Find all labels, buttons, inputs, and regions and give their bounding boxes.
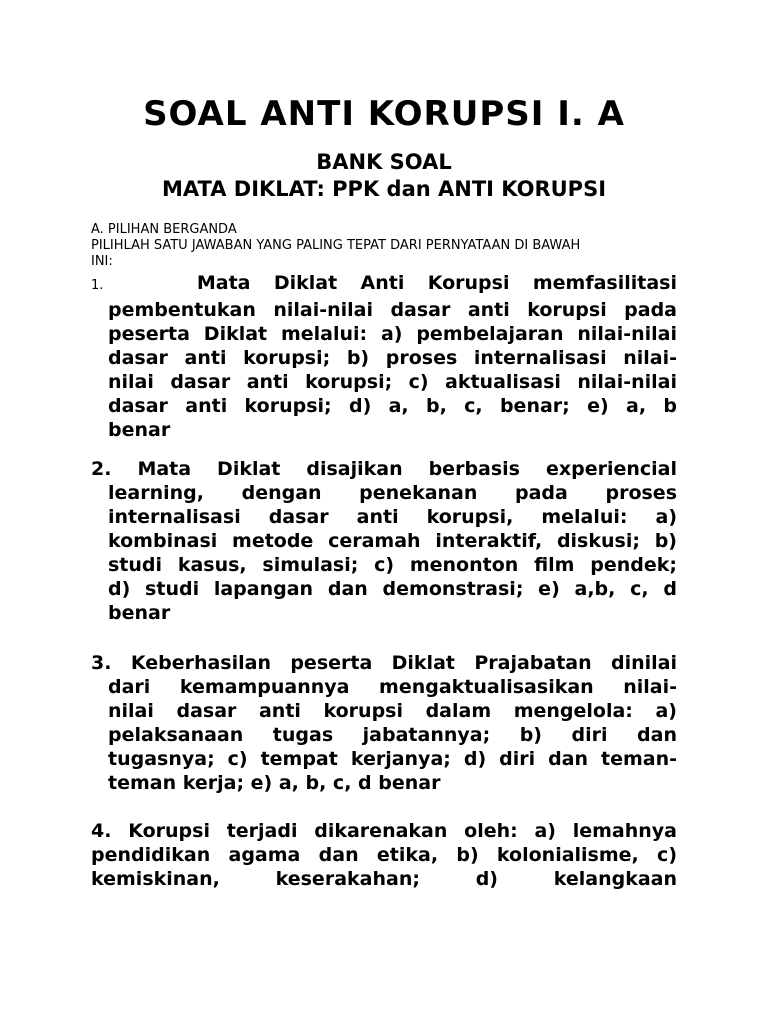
- question-line: dari kemampuannya mengaktualisasikan nilai-: [108, 676, 677, 698]
- question-text: Mata Diklat disajikan berbasis experiencial: [137, 458, 677, 480]
- question-4: [91, 819, 677, 891]
- question-3: [91, 651, 677, 795]
- question-1: [91, 271, 677, 442]
- question-text: Korupsi terjadi dikarenakan oleh: a) lemahnya: [128, 820, 677, 842]
- question-number: 2.: [91, 458, 112, 480]
- question-number: 3.: [91, 652, 112, 674]
- question-text: Mata Diklat Anti Korupsi memfasilitasi: [196, 272, 677, 294]
- question-line: benar: [108, 419, 171, 441]
- question-line: [91, 819, 677, 843]
- question-line: teman kerja; e) a, b, c, d benar: [108, 772, 441, 794]
- question-line: benar: [108, 602, 171, 624]
- subtitle-mata-diklat: MATA DIKLAT: PPK dan ANTI KORUPSI: [161, 177, 607, 201]
- question-text: Keberhasilan peserta Diklat Prajabatan dinilai: [130, 652, 677, 674]
- section-instruction: [91, 238, 681, 270]
- question-line: tugasnya; c) tempat kerjanya; d) diri dan teman-: [108, 748, 677, 770]
- question-line: pembentukan nilai-nilai dasar anti korupsi pada: [108, 299, 677, 321]
- question-line: pelaksanaan tugas jabatannya; b) diri dan: [108, 724, 677, 746]
- question-line: [91, 651, 677, 675]
- instruction-line-1: PILIHLAH SATU JAWABAN YANG PALING TEPAT DARI PERNYATAAN DI BAWAH: [91, 238, 581, 253]
- instruction-line-2: INI:: [91, 254, 113, 269]
- question-number: 4.: [91, 820, 112, 842]
- question-line: nilai dasar anti korupsi dalam mengelola: a): [108, 700, 677, 722]
- subtitle-bank-soal: BANK SOAL: [316, 150, 452, 174]
- question-line: kemiskinan, keserakahan; d) kelangkaan: [91, 868, 677, 890]
- question-line: dasar anti korupsi; d) a, b, c, benar; e) a, b: [108, 395, 677, 417]
- question-line: [91, 271, 677, 298]
- question-line: studi kasus, simulasi; c) menonton film pendek;: [108, 554, 677, 576]
- document-title: SOAL ANTI KORUPSI I. A: [143, 94, 625, 134]
- question-line: d) studi lapangan dan demonstrasi; e) a,b, c, d: [108, 578, 677, 600]
- question-2: [91, 457, 677, 625]
- question-line: nilai dasar anti korupsi; c) aktualisasi nilai-nilai: [108, 371, 677, 393]
- section-heading: A. PILIHAN BERGANDA: [91, 222, 237, 237]
- question-line: peserta Diklat melalui: a) pembelajaran nilai-nilai: [108, 323, 677, 345]
- question-number: 1.: [91, 278, 104, 293]
- question-line: kombinasi metode ceramah interaktif, diskusi; b): [108, 530, 677, 552]
- question-line: internalisasi dasar anti korupsi, melalui: a): [108, 506, 677, 528]
- question-line: pendidikan agama dan etika, b) kolonialisme, c): [91, 844, 677, 866]
- question-line: learning, dengan penekanan pada proses: [108, 482, 677, 504]
- question-line: [91, 457, 677, 481]
- question-line: dasar anti korupsi; b) proses internalisasi nilai-: [108, 347, 677, 369]
